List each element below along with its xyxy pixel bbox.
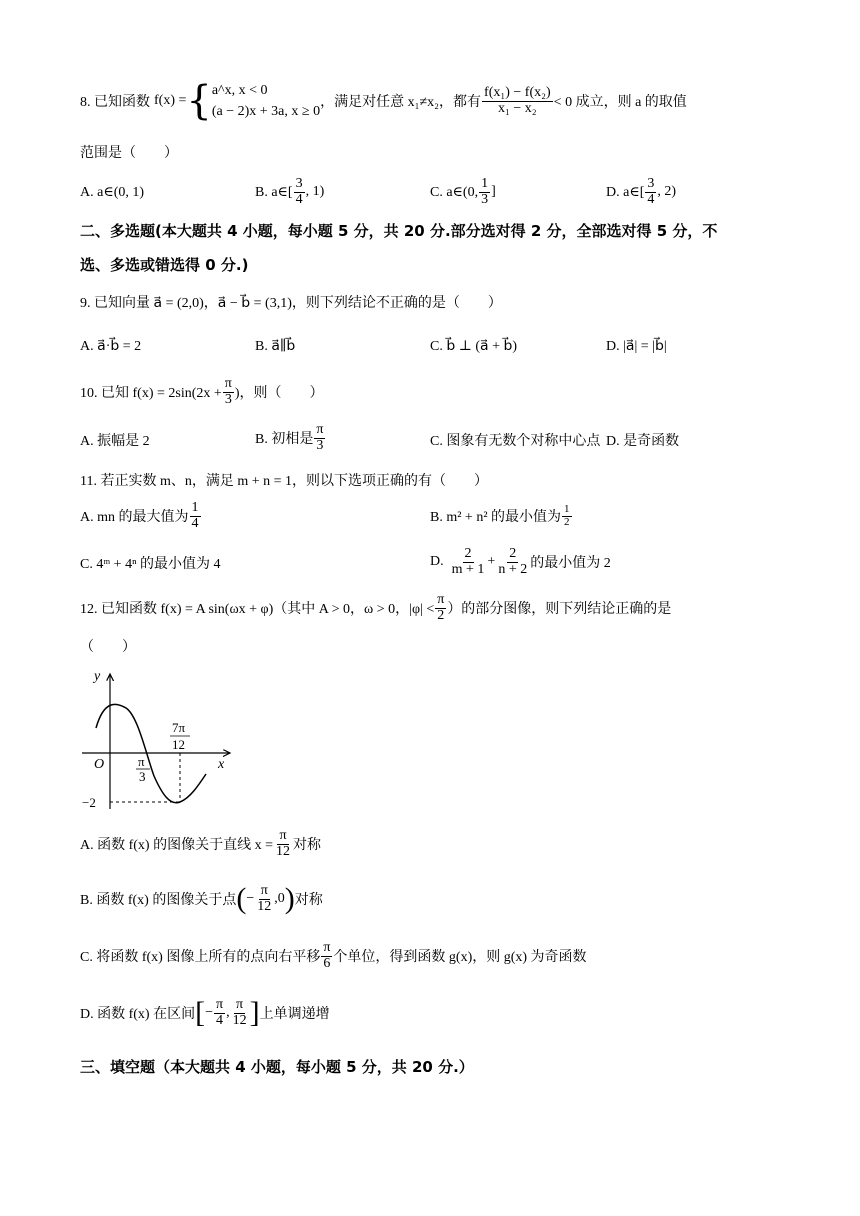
q8-fraction — [482, 86, 553, 116]
q12-a-post: 对称 — [293, 838, 321, 853]
section-2-heading-line-2: 选、多选或错选得 0 分.) — [80, 256, 249, 274]
q11-d-num-1: 2 — [464, 545, 472, 561]
q12-line-2: （ ） — [80, 640, 136, 655]
q8-frac-den: x₁ − x₂ — [498, 100, 537, 116]
sine-graph — [82, 664, 242, 814]
q8-tail: < 0 成立，则 a 的取值 — [553, 95, 687, 110]
q8-d-pre: D. a∈[ — [606, 184, 645, 200]
question-8-stem — [80, 78, 687, 124]
q11-option-d — [430, 542, 611, 582]
q9-option-b: B. a⃗∥b⃗ — [255, 339, 296, 354]
q9-option-a: A. a⃗·b⃗ = 2 — [80, 339, 142, 354]
q12-d-frac-1 — [214, 998, 225, 1028]
q11-a-num: 1 — [191, 499, 199, 515]
tick-pi-3-den: 3 — [139, 769, 146, 784]
q12-pre: 12. 已知函数 f(x) = A sin(ωx + φ)（其中 A > 0，ω > 0，|φ| < — [80, 602, 435, 617]
x-axis-label: x — [218, 757, 225, 772]
q11-d-post: 的最小值为 2 — [530, 556, 611, 571]
q11-option-a — [80, 496, 202, 536]
q11-b-num: 1 — [564, 502, 570, 515]
section-2-heading-line-1: 二、多选题(本大题共 4 小题，每小题 5 分，共 20 分.部分选对得 2 分，全部选对得 5 分，不 — [80, 222, 718, 240]
q10-num: π — [224, 375, 232, 391]
section-3-heading: 三、填空题（本大题共 4 小题，每小题 5 分，共 20 分.） — [80, 1058, 474, 1076]
q8-d-den: 4 — [647, 191, 655, 207]
q8-d-post: , 2) — [657, 184, 677, 199]
q11-a-pre: A. mn 的最大值为 — [80, 510, 189, 525]
q8-option-d — [606, 172, 676, 212]
q8-case-1: a^x, x < 0 — [211, 83, 268, 98]
q11-option-b — [430, 496, 573, 536]
q8-d-frac — [645, 177, 656, 207]
q12-d-num-1: π — [216, 996, 224, 1012]
q12-d-num-2: π — [236, 996, 244, 1012]
question-10-stem — [80, 372, 324, 412]
q11-a-frac — [190, 501, 201, 531]
q8-frac-num: f(x₁) − f(x₂) — [484, 84, 551, 100]
q8-cases — [212, 80, 320, 122]
q11-d-num-2: 2 — [509, 545, 517, 561]
q11-d-den-2: n + 2 — [498, 561, 528, 577]
q12-d-frac-2 — [231, 998, 249, 1028]
q12-c-pre: C. 将函数 f(x) 图像上所有的点向右平移 — [80, 950, 321, 965]
q10-den: 3 — [224, 391, 232, 407]
q12-b-right-paren: ) — [284, 882, 295, 915]
q8-b-post: , 1) — [305, 184, 325, 199]
q9-option-d: D. |a⃗| = |b⃗| — [606, 339, 667, 354]
q12-d-den-1: 4 — [216, 1012, 224, 1028]
q12-option-d — [80, 990, 330, 1036]
q10-b-num: π — [316, 421, 324, 437]
q11-d-pre: D. — [430, 554, 444, 569]
q8-option-b — [255, 172, 324, 212]
q9-option-c: C. b⃗ ⊥ (a⃗ + b⃗) — [430, 339, 518, 354]
q11-d-den-1: m + 1 — [451, 561, 485, 577]
tick-pi-3-num: π — [138, 754, 145, 769]
q12-c-num: π — [323, 939, 331, 955]
question-12-stem — [80, 588, 671, 628]
q11-option-c: C. 4ᵐ + 4ⁿ 的最小值为 4 — [80, 557, 221, 572]
q8-mid-text: ，满足对任意 x₁≠x₂，都有 — [320, 95, 482, 110]
q8-b-frac — [294, 177, 305, 207]
q12-d-minus: − — [205, 1005, 214, 1020]
q12-b-den: 12 — [257, 898, 272, 914]
q10-b-den: 3 — [316, 437, 324, 453]
q10-post: )，则（ ） — [234, 386, 324, 401]
q12-frac — [435, 593, 446, 623]
q12-post: ）的部分图像，则下列结论正确的是 — [447, 602, 672, 617]
q11-d-frac-2 — [496, 547, 529, 577]
q12-option-a — [80, 824, 321, 864]
q8-brace: { — [186, 78, 212, 124]
q12-d-left-bracket: [ — [195, 996, 206, 1029]
q12-option-b — [80, 876, 323, 922]
q8-b-pre: B. a∈[ — [255, 184, 293, 200]
q8-c-post: ] — [491, 184, 496, 199]
q12-option-c — [80, 936, 587, 976]
q10-b-frac — [314, 423, 325, 453]
q10-option-d: D. 是奇函数 — [606, 434, 680, 449]
q12-c-post: 个单位，得到函数 g(x)，则 g(x) 为奇函数 — [333, 950, 587, 965]
y-axis-label: y — [94, 669, 101, 684]
q11-b-frac — [562, 504, 572, 528]
q12-b-minus: − — [246, 891, 255, 906]
q8-c-pre: C. a∈(0, — [430, 184, 479, 200]
q10-frac — [223, 377, 234, 407]
q12-a-frac — [274, 829, 292, 859]
q11-d-frac-1 — [450, 547, 487, 577]
q12-den: 2 — [437, 607, 445, 623]
question-11-stem: 11. 若正实数 m、n，满足 m + n = 1，则以下选项正确的有（ ） — [80, 474, 489, 489]
q12-b-frac — [255, 884, 273, 914]
q11-d-plus: + — [487, 554, 496, 569]
q11-b-pre: B. m² + n² 的最小值为 — [430, 510, 562, 525]
q12-b-post: 对称 — [294, 893, 323, 908]
q10-b-pre: B. 初相是 — [255, 432, 314, 447]
q12-a-num: π — [279, 827, 287, 843]
tick-7pi-12-num: 7π — [172, 720, 186, 735]
q12-c-frac — [321, 941, 332, 971]
q8-c-num: 1 — [481, 175, 489, 191]
q12-b-pre: B. 函数 f(x) 的图像关于点 — [80, 893, 237, 908]
q10-option-a: A. 振幅是 2 — [80, 434, 150, 449]
q8-b-den: 4 — [295, 191, 303, 207]
q8-b-num: 3 — [295, 175, 303, 191]
q12-d-right-bracket: ] — [249, 996, 260, 1029]
q8-number: 8. 已知函数 — [80, 95, 150, 110]
question-9-stem: 9. 已知向量 a⃗ = (2,0)，a⃗ − b⃗ = (3,1)，则下列结论不正确的是（ ） — [80, 296, 502, 311]
q12-num: π — [437, 591, 445, 607]
q8-option-a: A. a∈(0, 1) — [80, 184, 145, 200]
q8-case-2: (a − 2)x + 3a, x ≥ 0 — [211, 104, 321, 119]
q8-c-frac — [479, 177, 490, 207]
q12-c-den: 6 — [323, 955, 331, 971]
q12-b-left-paren: ( — [236, 882, 247, 915]
q8-function: f(x) = — [154, 93, 187, 108]
q8-d-num: 3 — [647, 175, 655, 191]
q10-option-b — [255, 418, 326, 458]
q11-b-den: 2 — [564, 515, 570, 528]
q8-option-c — [430, 172, 496, 212]
tick-7pi-12-den: 12 — [172, 737, 185, 752]
q11-a-den: 4 — [191, 515, 199, 531]
origin-label: O — [94, 757, 105, 772]
q12-d-post: 上单调递增 — [259, 1007, 330, 1022]
q8-line-2: 范围是（ ） — [80, 146, 178, 161]
q12-a-pre: A. 函数 f(x) 的图像关于直线 x = — [80, 838, 273, 853]
q12-b-zero: ,0 — [274, 891, 285, 906]
q12-d-pre: D. 函数 f(x) 在区间 — [80, 1007, 196, 1022]
q12-d-den-2: 12 — [232, 1012, 247, 1028]
q12-d-comma: , — [226, 1005, 230, 1020]
q10-option-c: C. 图象有无数个对称中心点 — [430, 434, 601, 449]
q12-a-den: 12 — [276, 843, 290, 859]
q8-c-den: 3 — [481, 191, 489, 207]
q10-pre: 10. 已知 f(x) = 2sin(2x + — [80, 386, 222, 401]
min-value-label: −2 — [82, 795, 96, 810]
q12-b-num: π — [260, 882, 268, 898]
